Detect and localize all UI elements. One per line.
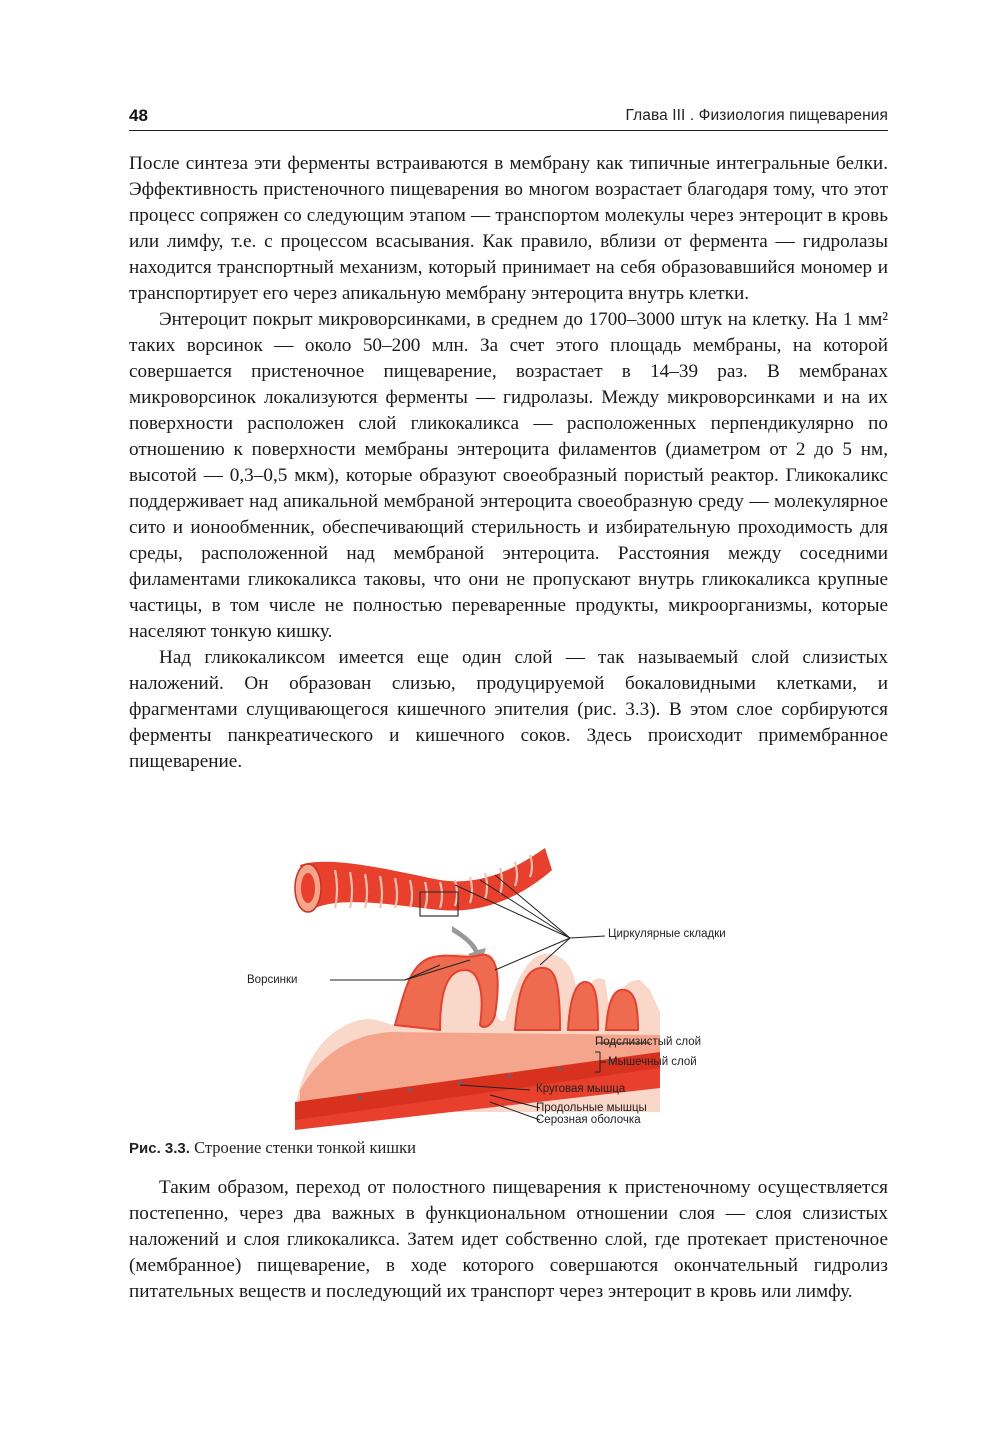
text-block-top <box>129 151 888 775</box>
chapter-title: Глава III . Физиология пищеварения <box>625 107 888 124</box>
page-header <box>129 104 888 131</box>
intestine-illustration <box>240 840 760 1130</box>
caption-number: Рис. 3.3. <box>129 1140 190 1157</box>
intestine-wall-figure <box>240 840 760 1130</box>
label-longitudinal-muscles: Продольные мышцы <box>536 1102 647 1114</box>
figure-caption <box>129 1138 416 1158</box>
paragraph: Таким образом, переход от полостного пищеварения к пристеночному осуществляется постепенно, через два важных в функциональном отношении слоя — слоя слизистых наложений и слоя гликокаликса. Затем идет собственно слой, где протекает пристеночное (мембранное) пищеварение, в ходе которого совершаются окончательный гидролиз питательных веществ и последующий их транспорт через энтероцит в кровь или лимфу. <box>129 1177 888 1302</box>
label-circular-folds: Циркулярные складки <box>608 928 726 940</box>
text-block-bottom <box>129 1175 888 1305</box>
label-villi: Ворсинки <box>247 974 298 986</box>
paragraph: Энтероцит покрыт микроворсинками, в среднем до 1700–3000 штук на клетку. На 1 мм² таких ворсинок — около 50–200 млн. За счет этого площадь мембраны, на которой совершается пристеночное пищеварение, возрастает в 14–39 раз. В мембранах микроворсинок локализуются ферменты — гидролазы. Между микроворсинками и на их поверхности расположен слой гликокаликса — расположенных перпендикулярно по отношению к поверхности мембраны энтероцита филаментов (диаметром от 2 до 5 нм, высотой — 0,3–0,5 мкм), которые образуют своеобразный пористый реактор. Гликокаликс поддерживает над апикальной мембраной энтероцита своеобразную среду — молекулярное сито и ионообменник, обеспечивающий стерильность и избирательную проходимость для среды, расположенной над мембраной энтероцита. Расстояния между соседними филаментами гликокаликса таковы, что они не пропускают внутрь гликокаликса крупные частицы, в том числе не полностью переваренные продукты, микроорганизмы, которые населяют тонкую кишку. <box>129 309 888 642</box>
label-muscle-layer: Мышечный слой <box>608 1056 697 1068</box>
label-serosa: Серозная оболочка <box>536 1114 641 1126</box>
label-circular-muscle: Круговая мышца <box>536 1083 626 1095</box>
page-number: 48 <box>129 106 148 125</box>
paragraph: Над гликокаликсом имеется еще один слой — так называемый слой слизистых наложений. Он образован слизью, продуцируемой бокаловидными клетками, и фрагментами слущивающегося кишечного эпителия (рис. 3.3). В этом слое сорбируются ферменты панкреатического и кишечного соков. Здесь происходит примембранное пищеварение. <box>129 647 888 772</box>
paragraph: После синтеза эти ферменты встраиваются в мембрану как типичные интегральные белки. Эффективность пристеночного пищеварения во многом возрастает благодаря тому, что этот процесс сопряжен со следующим этапом — транспортом молекулы через энтероцит в кровь или лимфу, т.е. с процессом всасывания. Как правило, вблизи от фермента — гидролазы находится транспортный механизм, который принимает на себя образовавшийся мономер и транспортирует его через апикальную мембрану энтероцита внутрь клетки. <box>129 153 888 304</box>
label-submucosa: Подслизистый слой <box>595 1036 702 1048</box>
caption-text: Строение стенки тонкой кишки <box>194 1138 416 1157</box>
intestine-tube-illustration <box>295 848 552 916</box>
